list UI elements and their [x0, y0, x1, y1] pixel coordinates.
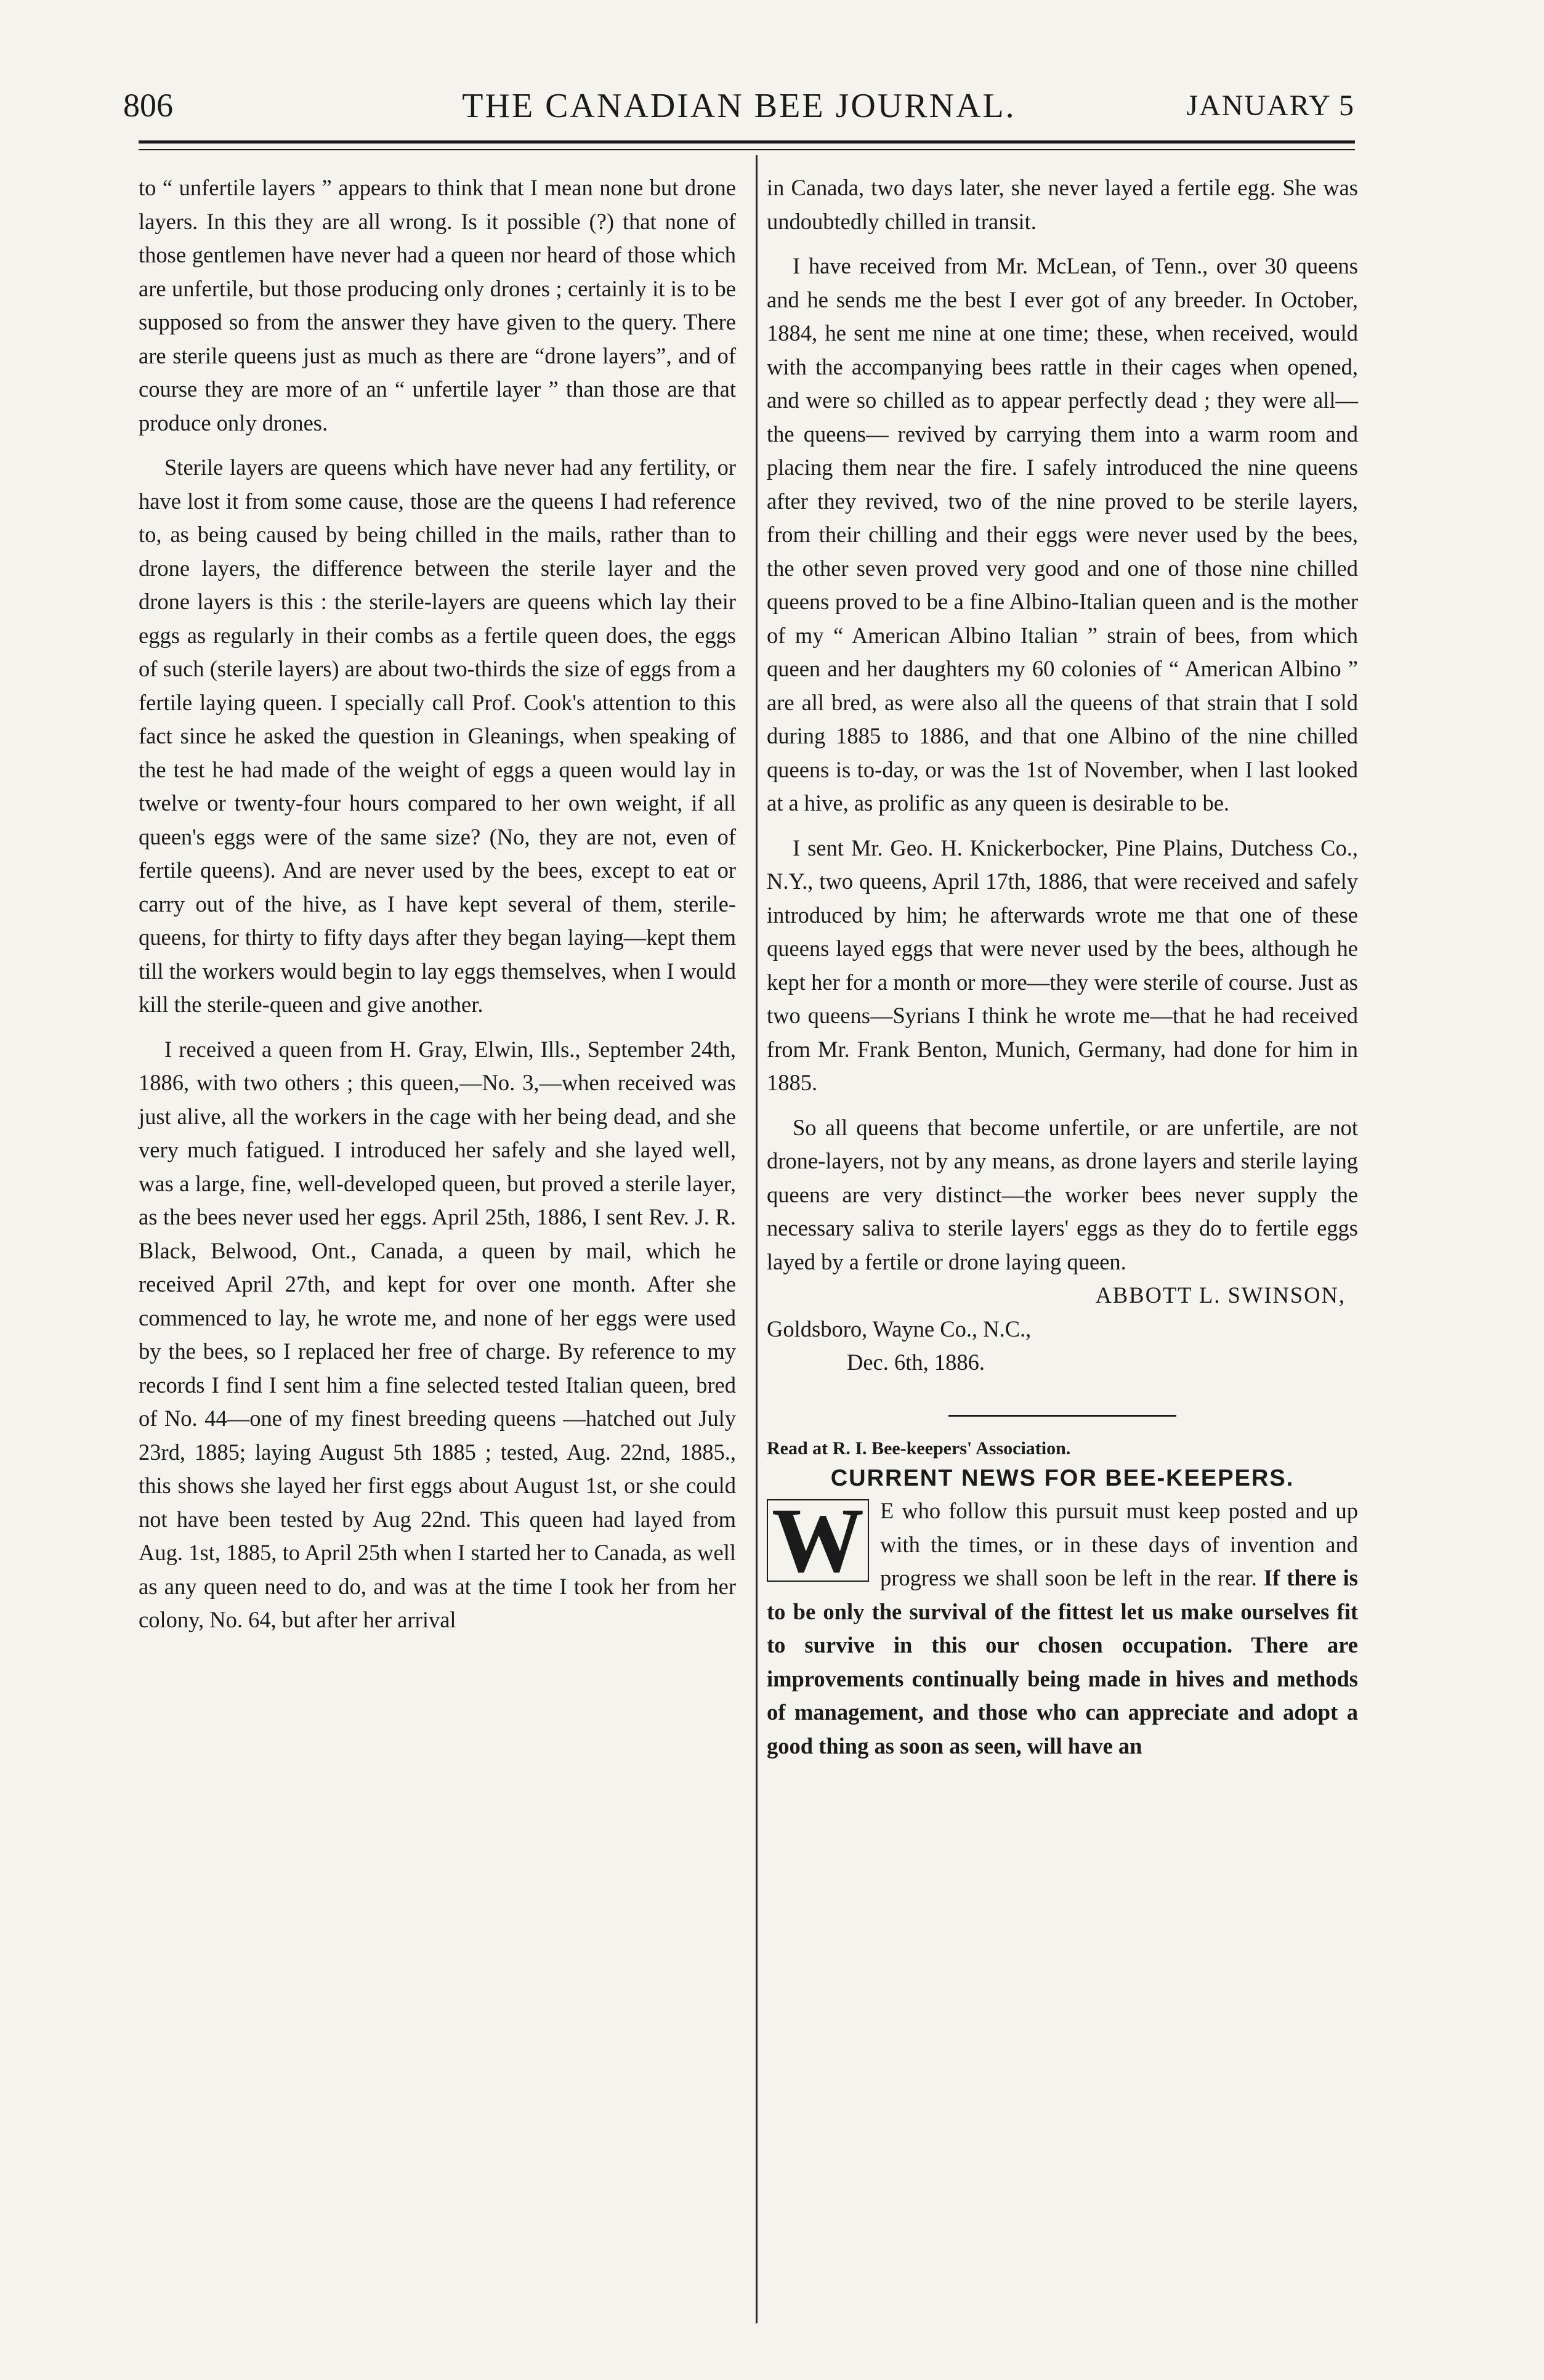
left-column: [139, 171, 736, 1637]
header-rule-thick: [139, 140, 1355, 144]
article-text-bold: If there is to be only the survival of the fittest let us make ourselves fit to survive in this our chosen occupation. There are improvements continually being made in hives and methods of management, and those who can appreciate and adopt a good thing as soon as seen, will have an: [767, 1565, 1358, 1759]
section-headline: CURRENT NEWS FOR BEE-KEEPERS.: [830, 1465, 1295, 1491]
signature-date: Dec. 6th, 1886.: [847, 1350, 985, 1375]
journal-title: THE CANADIAN BEE JOURNAL.: [462, 87, 1016, 125]
page-number: 806: [123, 87, 173, 124]
issue-date: JANUARY 5: [1186, 89, 1355, 122]
header-rule-thin: [139, 149, 1355, 150]
paragraph: to “ unfertile layers ” appears to think that I mean none but drone layers. In this they are all wrong. Is it possible (?) that none of those gentlemen have never had a queen nor heard of those which are unfertile, but those producing only drones ; certainly it is to be supposed so from the answer they have given to the query. There are sterile queens just as much as there are “drone layers”, and of course they are more of an “ unfertile layer ” than those are that produce only drones.: [139, 175, 736, 435]
dropcap-letter: W: [767, 1499, 869, 1582]
section-ornament: [767, 1398, 1358, 1432]
article-paragraph: [767, 1489, 1358, 1763]
page-header: [123, 86, 1355, 129]
paragraph: So all queens that become unfertile, or are unfertile, are not drone-layers, not by any means, as drone layers and sterile laying queens are very distinct—the worker bees never supply the necessary saliva to sterile layers' eggs as they do to fertile eggs layed by a fertile or drone laying queen.: [767, 1114, 1358, 1274]
signature-place: Goldsboro, Wayne Co., N.C.,: [767, 1316, 1032, 1342]
signature-name: ABBOTT L. SWINSON,: [1095, 1282, 1346, 1308]
read-at-note: Read at R. I. Bee-keepers' Association.: [767, 1438, 1071, 1459]
paragraph: in Canada, two days later, she never layed a fertile egg. She was undoubtedly chilled in transit.: [767, 175, 1358, 234]
right-column: [767, 171, 1358, 1763]
article-text: E who follow this pursuit must keep posted and up with the times, or in these days of invention and progress we shall soon be left in the rear.: [880, 1498, 1358, 1590]
column-divider: [756, 155, 758, 2323]
paragraph: I have received from Mr. McLean, of Tenn., over 30 queens and he sends me the best I ever got of any breeder. In October, 1884, he sent me nine at one time; these, when received, would with the accompanying bees rattle in their cages when opened, and were so chilled as to appear perfectly dead ; they were all—the queens— revived by carrying them into a warm room and placing them near the fire. I safely introduced the nine queens after they revived, two of the nine proved to be sterile layers, from their chilling and their eggs were never used by the bees, the other seven proved very good and one of those nine chilled queens proved to be a fine Albino-Italian queen and is the mother of my “ American Albino Italian ” strain of bees, from which queen and her daughters my 60 colonies of “ American Albino ” are all bred, as were also all the queens of that strain that I sold during 1885 to 1886, and that one Albino of the nine chilled queens is to-day, or was the 1st of November, when I last looked at a hive, as prolific as any queen is desirable to be.: [767, 253, 1358, 816]
paragraph: Sterile layers are queens which have never had any fertility, or have lost it from some cause, those are the queens I had reference to, as being caused by being chilled in the mails, rather than to drone layers, the difference between the sterile layer and the drone layers is this : the sterile-layers are queens which lay their eggs as regularly in their combs as a fertile queen does, the eggs of such (sterile layers) are about two-thirds the size of eggs from a fertile laying queen. I specially call Prof. Cook's attention to this fact since he asked the question in Gleanings, when speaking of the test he had made of the weight of eggs a queen would lay in twelve or twenty-four hours compared to her own weight, if all queen's eggs were of the same size? (No, they are not, even of fertile queens). And are never used by the bees, except to eat or carry out of the hive, as I have kept several of them, sterile-queens, for thirty to fifty days after they began laying—kept them till the workers would begin to lay eggs themselves, when I would kill the sterile-queen and give another.: [139, 455, 736, 1017]
paragraph: I sent Mr. Geo. H. Knickerbocker, Pine Plains, Dutchess Co., N.Y., two queens, April 17th, 1886, that were received and safely introduced by him; he afterwards wrote me that one of these queens layed eggs that were never used by the bees, although he kept her for a month or more—they were sterile of course. Just as two queens—Syrians I think he wrote me—that he had received from Mr. Frank Benton, Munich, Germany, had done for him in 1885.: [767, 835, 1358, 1095]
paragraph: I received a queen from H. Gray, Elwin, Ills., September 24th, 1886, with two others ; this queen,—No. 3,—when received was just alive, all the workers in the cage with her being dead, and she very much fatigued. I introduced her safely and she layed well, was a large, fine, well-developed queen, but proved a sterile layer, as the bees never used her eggs. April 25th, 1886, I sent Rev. J. R. Black, Belwood, Ont., Canada, a queen by mail, which he received April 27th, and kept for over one month. After she commenced to lay, he wrote me, and none of her eggs were used by the bees, so I replaced her free of charge. By reference to my records I find I sent him a fine selected tested Italian queen, bred of No. 44—one of my finest breeding queens —hatched out July 23rd, 1885; laying August 5th 1885 ; tested, Aug. 22nd, 1885., this shows she layed her first eggs about August 1st, or she could not have been tested by Aug 22nd. This queen had layed from Aug. 1st, 1885, to April 25th when I started her to Canada, as well as any queen need to do, and was at the time I took her from her colony, No. 64, but after her arrival: [139, 1036, 736, 1632]
